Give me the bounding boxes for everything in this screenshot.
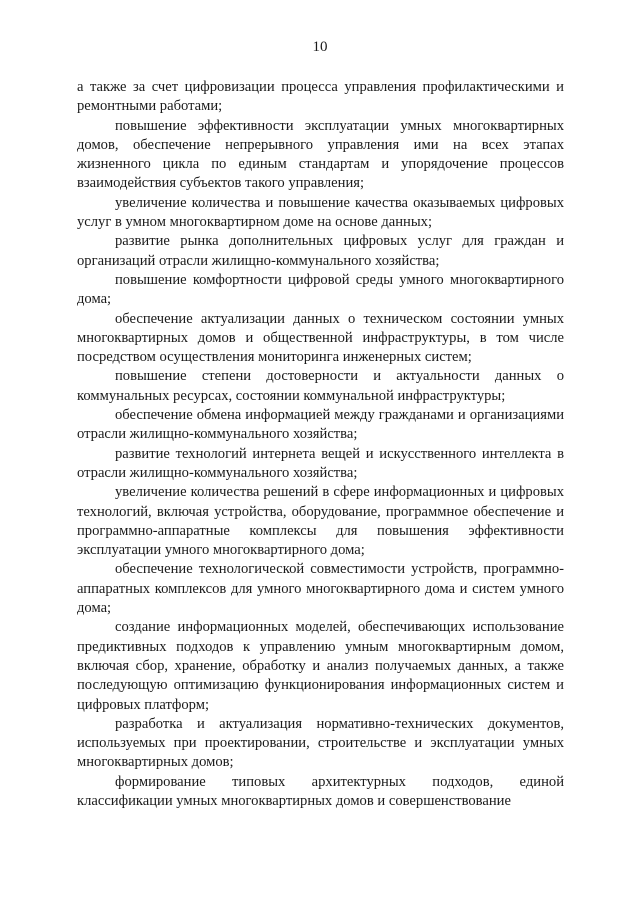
- list-item-paragraph: обеспечение обмена информацией между гражданами и организациями отрасли жилищно-коммунального хозяйства;: [77, 407, 564, 443]
- list-item-paragraph: повышение степени достоверности и актуальности данных о коммунальных ресурсах, состоянии коммунальной инфраструктуры;: [77, 368, 564, 404]
- list-item-paragraph: увеличение количества и повышение качества оказываемых цифровых услуг в умном многоквартирном доме на основе данных;: [77, 194, 564, 231]
- list-item-paragraph: повышение эффективности эксплуатации умных многоквартирных домов, обеспечение непрерывного управления ими на всех этапах жизненного цикла по единым стандартам и упорядочение процессов взаимодействия субъектов такого управления;: [77, 117, 564, 192]
- list-item-paragraph: увеличение количества решений в сфере информационных и цифровых технологий, включая устройства, оборудование, программное обеспечение и программно-аппаратные комплексы для повышения эффективности эксплуатации умного многоквартирного дома;: [77, 484, 564, 559]
- list-item-paragraph: развитие рынка дополнительных цифровых услуг для граждан и организаций отрасли жилищно-коммунального хозяйства;: [77, 233, 564, 269]
- list-item-paragraph: обеспечение технологической совместимости устройств, программно-аппаратных комплексов для умного многоквартирного дома и систем умного дома;: [77, 561, 564, 617]
- document-body: [77, 78, 564, 811]
- list-item-paragraph: повышение комфортности цифровой среды умного многоквартирного дома;: [77, 271, 564, 308]
- list-item-paragraph: обеспечение актуализации данных о техническом состоянии умных многоквартирных домов и общественной инфраструктуры, в том числе посредством осуществления мониторинга инженерных систем;: [77, 310, 564, 366]
- list-item-paragraph: разработка и актуализация нормативно-технических документов, используемых при проектировании, строительстве и эксплуатации умных многоквартирных домов;: [77, 715, 564, 771]
- page-number: 10: [312, 39, 328, 55]
- paragraph-continuation: а также за счет цифровизации процесса управления профилактическими и ремонтными работами;: [77, 79, 564, 115]
- list-item-paragraph: развитие технологий интернета вещей и искусственного интеллекта в отрасли жилищно-коммунального хозяйства;: [77, 445, 564, 481]
- list-item-paragraph: создание информационных моделей, обеспечивающих использование предиктивных подходов к управлению умным многоквартирным домом, включая сбор, хранение, обработку и анализ получаемых данных, а также последующую оптимизацию функционирования информационных систем и цифровых платформ;: [77, 619, 564, 713]
- list-item-paragraph: формирование типовых архитектурных подходов, единой классификации умных многоквартирных домов и совершенствование: [77, 773, 564, 809]
